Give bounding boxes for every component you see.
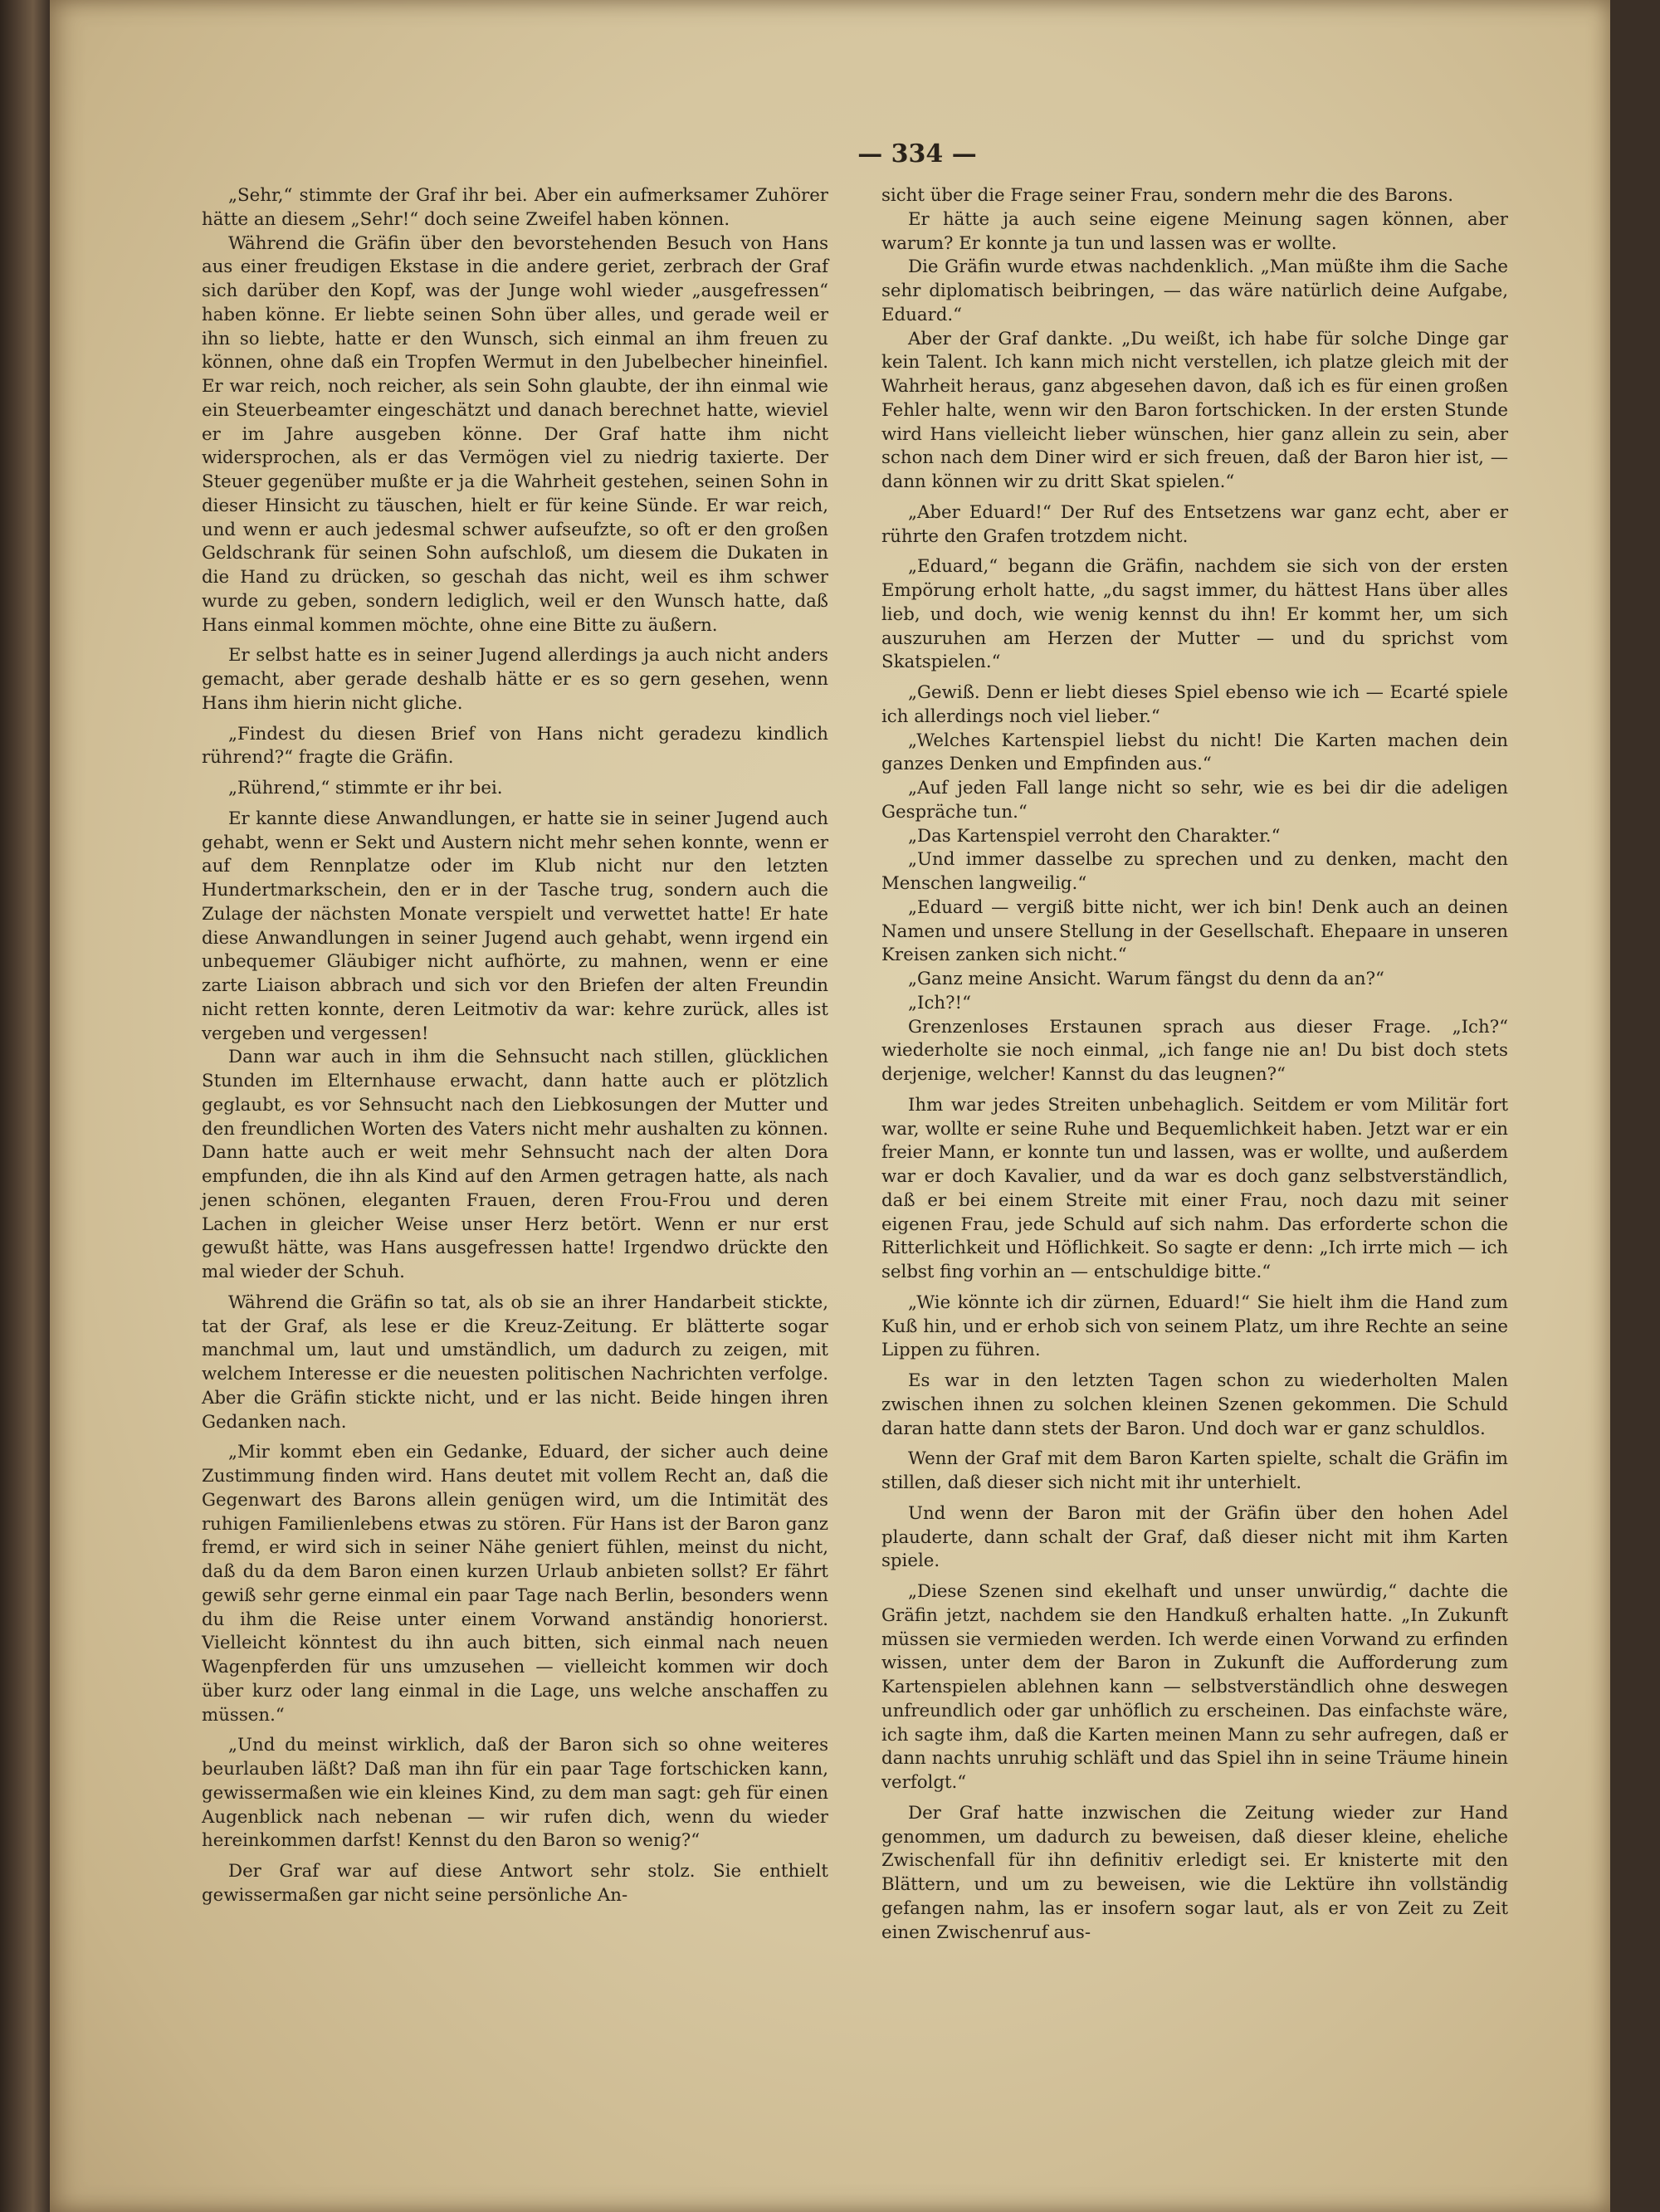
paragraph: „Diese Szenen sind ekelhaft und unser unwürdig,“ dachte die Gräfin jetzt, nachdem sie den Handkuß erhalten hatte. „In Zukunft müssen sie vermieden werden. Ich werde einen Vorwand zu erfinden wissen, unter dem der Baron in Zukunft die Aufforderung zum Kartenspielen ablehnen kann — selbstverständlich ohne deswegen unfreundlich oder gar unhöflich zu erscheinen. Das einfachste wäre, ich sagte ihm, daß die Karten meinen Mann zu sehr aufregen, daß er dann nachts unruhig schläft und das Spiel ihn in seine Träume hinein verfolgt.“ [881,1581,1508,1793]
paragraph: Während die Gräfin so tat, als ob sie an ihrer Handarbeit stickte, tat der Graf, als lese er die Kreuz-Zeitung. Er blätterte sogar manchmal um, laut und umständlich, um dadurch zu zeigen, mit welchem Interesse er die neuesten politischen Nachrichten verfolge. Aber die Gräfin stickte nicht, und er las nicht. Beide hingen ihren Gedanken nach. [202,1292,828,1433]
paragraph: Aber der Graf dankte. „Du weißt, ich habe für solche Dinge gar kein Talent. Ich kann mich nicht verstellen, ich platze gleich mit der Wahrheit heraus, ganz abgesehen davon, daß ich es für einen großen Fehler halte, wenn wir den Baron fortschicken. In der ersten Stunde wird Hans vielleicht lieber wünschen, hier ganz allein zu sein, aber schon nach dem Diner wird er sich freuen, daß der Baron hier ist, — dann können wir zu dritt Skat spielen.“ [881,328,1508,492]
paragraph: Der Graf war auf diese Antwort sehr stolz. Sie enthielt gewissermaßen gar nicht seine persönliche An- [202,1861,828,1906]
paragraph: „Eduard — vergiß bitte nicht, wer ich bin! Denk auch an deinen Namen und unsere Stellung in der Gesellschaft. Ehepaare in unseren Kreisen zanken sich nicht.“ [881,896,1508,966]
left-column [202,184,828,1908]
paragraph: „Mir kommt eben ein Gedanke, Eduard, der sicher auch deine Zustimmung finden wird. Hans deutet mit vollem Recht an, daß die Gegenwart des Barons allein genügen wird, um die Intimität des ruhigen Familienlebens etwas zu stören. Für Hans ist der Baron ganz fremd, er wird sich in seiner Nähe geniert fühlen, meinst du nicht, daß du da dem Baron einen kurzen Urlaub anbieten sollst? Er fährt gewiß sehr gerne einmal ein paar Tage nach Berlin, besonders wenn du ihm die Reise unter einem Vorwand anständig honorierst. Vielleicht könntest du ihn auch bitten, sich einmal nach neuen Wagenpferden für uns umzusehen — vielleicht kommen wir doch über kurz oder lang einmal in die Lage, uns welche anschaffen zu müssen.“ [202,1442,828,1726]
paragraph: „Ich?!“ [908,992,971,1013]
paragraph: „Eduard,“ begann die Gräfin, nachdem sie sich von der ersten Empörung erholt hatte, „du sagst immer, du hättest Hans über alles lieb, und doch, wie wenig kennst du ihn! Er kommt her, um sich auszuruhen am Herzen der Mutter — und du sprichst vom Skatspielen.“ [881,556,1508,673]
paragraph: „Auf jeden Fall lange nicht so sehr, wie es bei dir die adeligen Gespräche tun.“ [881,778,1508,823]
paragraph: Grenzenloses Erstaunen sprach aus dieser Frage. „Ich?“ wiederholte sie noch einmal, „ich fange nie an! Du bist doch stets derjenige, welcher! Kannst du das leugnen?“ [881,1016,1508,1085]
paragraph: „Aber Eduard!“ Der Ruf des Entsetzens war ganz echt, aber er rührte den Grafen trotzdem nicht. [881,501,1508,547]
paragraph: Die Gräfin wurde etwas nachdenklich. „Man müßte ihm die Sache sehr diplomatisch beibringen, — das wäre natürlich deine Aufgabe, Eduard.“ [881,256,1508,325]
paragraph: „Welches Kartenspiel liebst du nicht! Die Karten machen dein ganzes Denken und Empfinden aus.“ [881,730,1508,775]
paragraph: sicht über die Frage seiner Frau, sondern mehr die des Barons. [881,185,1453,206]
paragraph: Ihm war jedes Streiten unbehaglich. Seitdem er vom Militär fort war, wollte er seine Ruhe und Bequemlichkeit haben. Jetzt war er ein freier Mann, er konnte tun und lassen, was er wollte, und außerdem war er doch Kavalier, und da war es doch ganz selbstverständlich, daß er bei einem Streite mit einer Frau, noch dazu mit seiner eigenen Frau, jede Schuld auf sich nahm. Das erforderte schon die Ritterlichkeit und Höflichkeit. So sagte er denn: „Ich irrte mich — ich selbst fing vorhin an — entschuldige bitte.“ [881,1094,1508,1282]
paragraph: Er selbst hatte es in seiner Jugend allerdings ja auch nicht anders gemacht, aber gerade deshalb hätte er es so gern gesehen, wenn Hans ihm hierin nicht gliche. [202,645,828,714]
paragraph: „Ganz meine Ansicht. Warum fängst du denn da an?“ [908,969,1384,989]
paragraph: Es war in den letzten Tagen schon zu wiederholten Malen zwischen ihnen zu solchen kleinen Szenen gekommen. Die Schuld daran hatte dann stets der Baron. Und doch war er ganz schuldlos. [881,1370,1508,1439]
paragraph: Und wenn der Baron mit der Gräfin über den hohen Adel plauderte, dann schalt der Graf, daß dieser nicht mit ihm Karten spiele. [881,1502,1508,1572]
paragraph: Der Graf hatte inzwischen die Zeitung wieder zur Hand genommen, um dadurch zu beweisen, daß dieser kleine, eheliche Zwischenfall für ihn definitiv erledigt sei. Er knisterte mit den Blättern, und um zu beweisen, wie die Lektüre ihn vollständig gefangen nahm, las er insofern sogar laut, als er von Zeit zu Zeit einen Zwischenruf aus- [881,1802,1508,1943]
paragraph: „Und immer dasselbe zu sprechen und zu denken, macht den Menschen langweilig.“ [881,849,1508,894]
paragraph: Dann war auch in ihm die Sehnsucht nach stillen, glücklichen Stunden im Elternhause erwacht, dann hatte auch er plötzlich geglaubt, es vor Sehnsucht nach den Liebkosungen der Mutter und den freundlichen Worten des Vaters nicht mehr aushalten zu können. Dann hatte auch er weit mehr Sehnsucht nach der alten Dora empfunden, die ihn als Kind auf den Armen getragen hatte, als nach jenen schönen, eleganten Frauen, deren Frou-Frou und deren Lachen in gleicher Weise unser Herz betört. Wenn er nur erst gewußt hätte, was Hans ausgefressen hatte! Irgendwo drückte den mal wieder der Schuh. [202,1047,828,1282]
paragraph: Wenn der Graf mit dem Baron Karten spielte, schalt die Gräfin im stillen, daß dieser sich nicht mit ihr unterhielt. [881,1448,1508,1493]
paragraph: „Wie könnte ich dir zürnen, Eduard!“ Sie hielt ihm die Hand zum Kuß hin, und er erhob sich von seinem Platz, um ihre Rechte an seine Lippen zu führen. [881,1292,1508,1361]
paragraph: „Und du meinst wirklich, daß der Baron sich so ohne weiteres beurlauben läßt? Daß man ihn für ein paar Tage fortschicken kann, gewissermaßen wie ein kleines Kind, zu dem man sagt: geh für einen Augenblick nach nebenan — wir rufen dich, wenn du wieder hereinkommen darfst! Kennst du den Baron so wenig?“ [202,1735,828,1852]
page-number: — 334 — [857,139,977,168]
paragraph: Er kannte diese Anwandlungen, er hatte sie in seiner Jugend auch gehabt, wenn er Sekt und Austern nicht mehr sehen konnte, wenn er auf dem Rennplatze oder im Klub nicht nur den letzten Hundertmarkschein, den er in der Tasche trug, sondern auch die Zulage der nächsten Monate verspielt und verwettet hatte! Er hate diese Anwandlungen in seiner Jugend auch gehabt, wenn irgend ein unbequemer Gläubiger nicht aufhörte, zu mahnen, wenn er eine zarte Liaison abbrach und sich vor den Briefen der alten Freundin nicht retten konnte, deren Leitmotiv da war: kehre zurück, alles ist vergeben und vergessen! [202,808,828,1044]
paragraph: „Sehr,“ stimmte der Graf ihr bei. Aber ein aufmerksamer Zuhörer hätte an diesem „Sehr!“ doch seine Zweifel haben können. [202,185,828,230]
paragraph: „Findest du diesen Brief von Hans nicht geradezu kindlich rührend?“ fragte die Gräfin. [202,723,828,769]
paragraph: „Gewiß. Denn er liebt dieses Spiel ebenso wie ich — Ecarté spiele ich allerdings noch viel lieber.“ [881,682,1508,727]
paragraph: „Rührend,“ stimmte er ihr bei. [228,778,503,798]
paragraph: „Das Kartenspiel verroht den Charakter.“ [908,825,1281,847]
paragraph: Er hätte ja auch seine eigene Meinung sagen können, aber warum? Er konnte ja tun und lassen was er wollte. [881,208,1508,254]
right-column [881,184,1508,1945]
paragraph: Während die Gräfin über den bevorstehenden Besuch von Hans aus einer freudigen Ekstase in die andere geriet, zerbrach der Graf sich darüber den Kopf, was der Junge wohl wieder „ausgefressen“ haben könne. Er liebte seinen Sohn über alles, und gerade weil er ihn so liebte, hatte er den Wunsch, sich einmal an ihm freuen zu können, ohne daß ein Tropfen Wermut in den Jubelbecher hineinfiel. Er war reich, noch reicher, als sein Sohn glaubte, der ihn einmal wie ein Steuerbeamter eingeschätzt und danach berechnet hatte, wieviel er im Jahre ausgeben könne. Der Graf hatte ihm nicht widersprochen, als er das Vermögen viel zu niedrig taxierte. Der Steuer gegenüber mußte er ja die Wahrheit gestehen, seinen Sohn in dieser Hinsicht zu täuschen, hielt er für keine Sünde. Er war reich, und wenn er auch jedesmal schwer aufseufzte, so oft er den großen Geldschrank für seinen Sohn aufschloß, um diesem die Dukaten in die Hand zu drücken, so geschah das nicht, weil es ihm schwer wurde zu geben, sondern lediglich, weil er den Wunsch hatte, daß Hans einmal kommen möchte, ohne eine Bitte zu äußern. [202,232,828,636]
